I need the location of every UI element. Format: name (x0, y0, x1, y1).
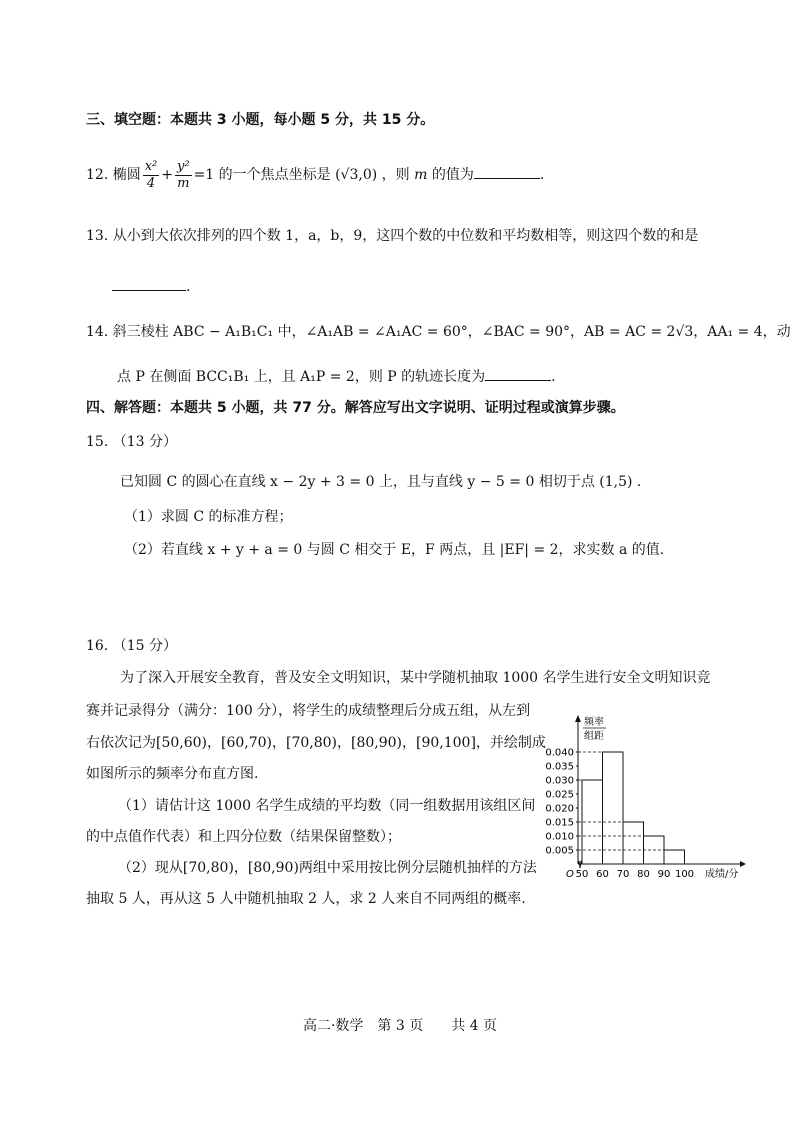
question-14-line-2: 点 P 在侧面 BCC₁B₁ 上，且 A₁P = 2，则 P 的轨迹长度为 (117, 369, 486, 385)
period: . (539, 167, 545, 183)
question-16-line: 如图所示的频率分布直方图. (86, 766, 259, 782)
question-15-header (86, 432, 177, 452)
x-tick-label: 90 (657, 869, 671, 880)
y-tick-label: 0.030 (545, 775, 574, 787)
question-15-stem: 已知圆 C 的圆心在直线 x − 2y + 3 = 0 上，且与直线 y − 5 = 0 相切于点 (1,5) . (120, 474, 642, 490)
question-12-equation: =1 的一个焦点坐标是 (√3,0) ，则 (193, 167, 410, 183)
question-16-header (86, 636, 177, 656)
period: . (186, 279, 191, 295)
y-axis-arrow (575, 715, 581, 722)
question-14-line-1: 斜三棱柱 ABC − A₁B₁C₁ 中，∠A₁AB = ∠A₁AC = 60°，∠BAC = 90°，AB = AC = 2√3，AA₁ = 4，动 (112, 324, 791, 340)
variable-m: m (414, 167, 428, 183)
question-15-part-2: （2）若直线 x + y + a = 0 与圆 C 相交于 E，F 两点，且 |EF| = 2，求实数 a 的值. (124, 542, 665, 558)
section-4-heading: 四、解答题：本题共 5 小题，共 77 分。解答应写出文字说明、证明过程或演算步骤。 (86, 400, 625, 416)
question-16-line: 的中点值作代表）和上四分位数（结果保留整数）； (86, 829, 401, 845)
y-tick-label: 0.020 (545, 803, 574, 815)
fraction-denominator: m (177, 175, 190, 191)
question-13-text: 从小到大依次排列的四个数 1，a，b，9，这四个数的中位数和平均数相等，则这四个数的和是 (112, 228, 699, 244)
question-16-line: 为了深入开展安全教育，普及安全文明知识，某中学随机抽取 1000 名学生进行安全文明知识竞 (120, 670, 711, 686)
plus-sign: + (161, 167, 173, 183)
question-15-part-1: （1）求圆 C 的标准方程； (124, 509, 293, 525)
fraction-numerator: y² (177, 158, 190, 174)
period: . (551, 369, 556, 385)
question-16-part-1: （1）请估计这 1000 名学生成绩的平均数（同一组数据用该组区间 (118, 798, 536, 814)
fraction-y2-over-m (175, 159, 192, 192)
y-axis-label-top: 频率 (584, 717, 604, 728)
question-13-answer-line (112, 276, 190, 297)
histogram-bar (664, 850, 685, 864)
question-score: （15 分） (112, 638, 177, 654)
question-number: 13. (86, 228, 109, 244)
question-14-line-2-row (117, 366, 556, 387)
x-axis-arrow (740, 861, 746, 867)
question-number: 16. (86, 638, 109, 654)
x-axis-label: 成绩/分 (705, 869, 739, 880)
histogram-bar (623, 822, 644, 864)
answer-blank[interactable] (112, 276, 186, 291)
y-tick-label: 0.010 (545, 831, 574, 843)
y-tick-label: 0.015 (545, 817, 574, 829)
fraction-denominator: 4 (146, 175, 156, 191)
y-tick-label: 0.035 (545, 761, 574, 773)
question-16-line: 右依次记为[50,60)，[60,70)，[70,80)，[80,90)，[90,100]，并绘制成 (86, 735, 546, 751)
y-tick-label: 0.040 (545, 747, 574, 759)
x-tick-label: 80 (637, 869, 650, 880)
x-tick-label: 50 (575, 869, 589, 880)
question-16-line: 抽取 5 人，再从这 5 人中随机抽取 2 人，求 2 人来自不同两组的概率. (86, 891, 526, 907)
question-number: 15. (86, 434, 109, 450)
answer-blank[interactable] (485, 366, 551, 381)
x-tick-label: 60 (596, 869, 609, 880)
question-12 (86, 158, 544, 192)
question-13 (86, 226, 698, 246)
answer-blank[interactable] (474, 164, 540, 179)
question-number: 12. (86, 167, 109, 183)
question-16-part-2: （2）现从[70,80)，[80,90)两组中采用按比例分层随机抽样的方法 (118, 860, 537, 876)
y-tick-label: 0.025 (545, 789, 574, 801)
x-tick-label: 100 (674, 869, 695, 880)
question-score: （13 分） (112, 434, 177, 450)
question-16-line: 赛并记录得分（满分：100 分），将学生的成绩整理后分成五组，从左到 (86, 703, 531, 719)
x-tick-label: 70 (616, 869, 630, 880)
question-14 (86, 322, 791, 342)
frequency-histogram (545, 712, 755, 887)
question-12-suffix: 的值为 (431, 167, 474, 183)
fraction-numerator: x² (144, 158, 158, 174)
origin-label: O (566, 869, 574, 880)
question-12-prefix: 椭圆 (112, 167, 141, 183)
histogram-bar (603, 752, 624, 864)
y-axis-label-bottom: 组距 (584, 731, 604, 742)
question-number: 14. (86, 324, 109, 340)
page-footer: 高二·数学 第 3 页 共 4 页 (302, 1018, 498, 1034)
fraction-x2-over-4 (143, 159, 160, 192)
y-tick-label: 0.005 (545, 845, 574, 857)
section-3-heading: 三、填空题：本题共 3 小题，每小题 5 分，共 15 分。 (86, 112, 435, 128)
